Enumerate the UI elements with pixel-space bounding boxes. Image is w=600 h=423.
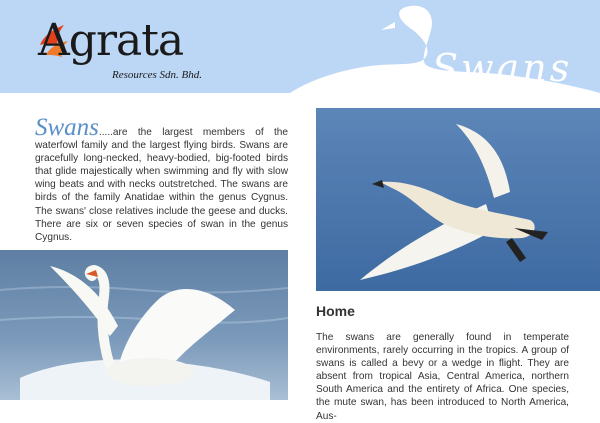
flying-swan-photo: [316, 108, 600, 291]
site-header: [0, 0, 600, 93]
intro-text: .....are the largest members of the waterfowl family and the largest flying birds. Swans are gracefully long-necked, heavy-bodied, big-footed birds that glide majestically when swimming and fly with slow wing beats and with necks outstretched. The swans are birds of the family Anatidae within the genus Cygnus. The swans' close relatives include the geese and ducks. There are six or seven species of swan in the genus Cygnus.: [35, 127, 288, 243]
intro-paragraph: [35, 114, 288, 244]
brand-title: Swans: [432, 46, 573, 90]
section-body: The swans are generally found in temperate environments, rarely occurring in the tropics. A group of swans is called a bevy or a wedge in flight. They are absent from tropical Asia, Central America, northern South America and the entirety of Africa. One species, the mute swan, has been introduced to North America, Aus-: [316, 332, 569, 422]
intro-lead-word: Swans: [35, 114, 99, 141]
company-logo[interactable]: [34, 15, 224, 87]
logo-wordmark: Agrata: [38, 15, 184, 66]
logo-subtitle: Resources Sdn. Bhd.: [112, 69, 203, 81]
section-heading: Home: [316, 303, 355, 319]
swan-water-photo: [0, 250, 288, 400]
